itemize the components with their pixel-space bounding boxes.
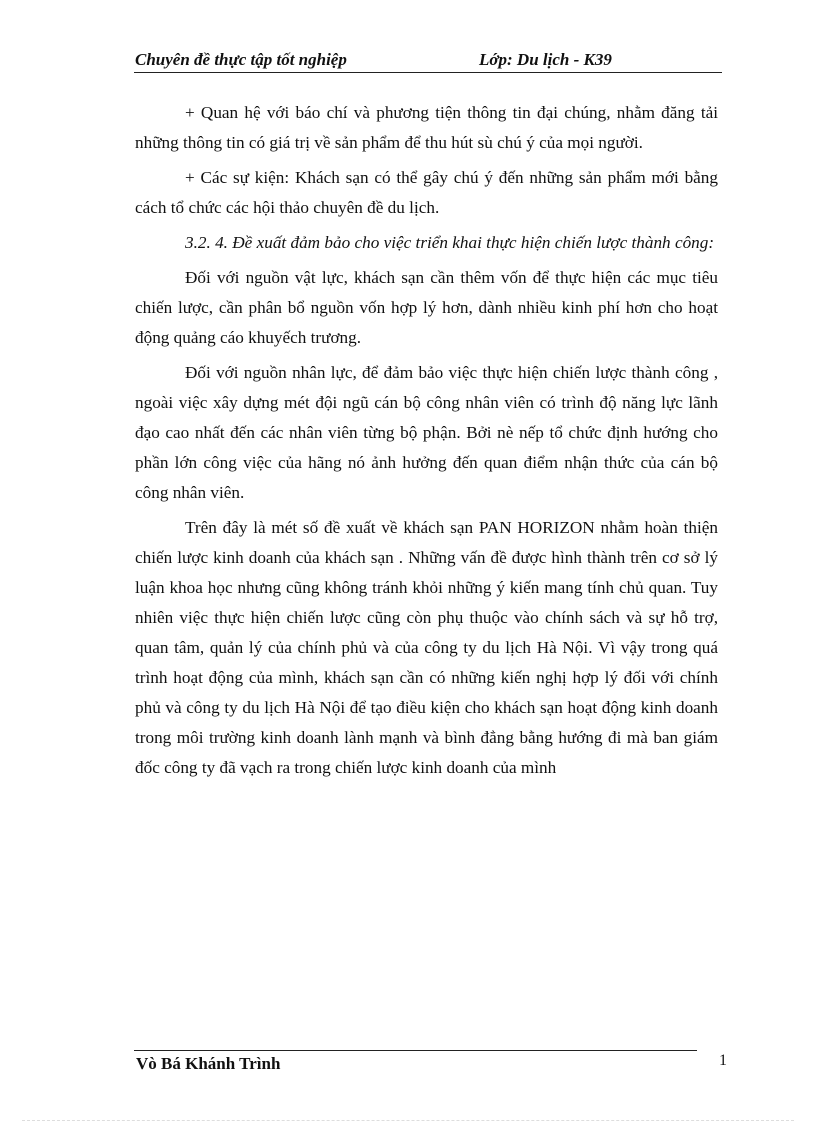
page-number: 1	[719, 1052, 727, 1069]
paragraph-events: + Các sự kiện: Khách sạn có thể gây chú ý đến những sản phẩm mới bằng cách tổ chức các hội thảo chuyên đề du lịch.	[135, 168, 718, 217]
paragraph-conclusion: Trên đây là mét số đề xuất về khách sạn PAN HORIZON nhằm hoàn thiện chiến lược kinh doanh của khách sạn . Những vấn đề được hình thành trên cơ sở lý luận khoa học nhưng cũng không tránh khỏi những ý kiến mang tính chủ quan. Tuy nhiên việc thực hiện chiến lược cũng còn phụ thuộc vào chính sách và sự hỗ trợ, quan tâm, quản lý của chính phủ và của công ty du lịch Hà Nội. Vì vậy trong quá trình hoạt động của mình, khách sạn cần có những kiến nghị hợp lý đối với chính phủ và công ty du lịch Hà Nội để tạo điều kiện cho khách sạn hoạt động kinh doanh trong môi trường kinh doanh lành mạnh và bình đẳng bằng hướng đi mà ban giám đốc công ty đã vạch ra trong chiến lược kinh doanh của mình	[135, 518, 718, 777]
paragraph-press-relations: + Quan hệ với báo chí và phương tiện thông tin đại chúng, nhằm đăng tải những thông tin có giá trị về sản phẩm để thu hút sù chú ý của mọi người.	[135, 103, 718, 152]
header-document-title: Chuyên đề thực tập tốt nghiệp	[135, 50, 347, 69]
footer-author: Vò Bá Khánh Trình	[136, 1054, 281, 1073]
document-body	[135, 98, 718, 788]
footer-divider	[134, 1050, 697, 1051]
paragraph-human-resources: Đối với nguồn nhân lực, để đảm bảo việc thực hiện chiến lược thành công , ngoài việc xây dựng mét đội ngũ cán bộ công nhân viên có trình độ năng lực lãnh đạo cao nhất đến các nhân viên từng bộ phận. Bởi nè nếp tổ chức định hướng cho phần lớn công việc của hãng nó ảnh hưởng đến quan điểm nhận thức của cán bộ công nhân viên.	[135, 363, 718, 502]
header-class-label: Lớp: Du lịch - K39	[479, 50, 612, 69]
page-bottom-edge	[22, 1120, 794, 1121]
section-heading: 3.2. 4. Đề xuất đảm bảo cho việc triển khai thực hiện chiến lược thành công:	[185, 233, 715, 252]
header-divider	[134, 72, 722, 73]
paragraph-material-resources: Đối với nguồn vật lực, khách sạn cần thêm vốn để thực hiện các mục tiêu chiến lược, cần phân bổ nguồn vốn hợp lý hơn, dành nhiều kinh phí hơn cho hoạt động quảng cáo khuyếch trương.	[135, 268, 718, 347]
